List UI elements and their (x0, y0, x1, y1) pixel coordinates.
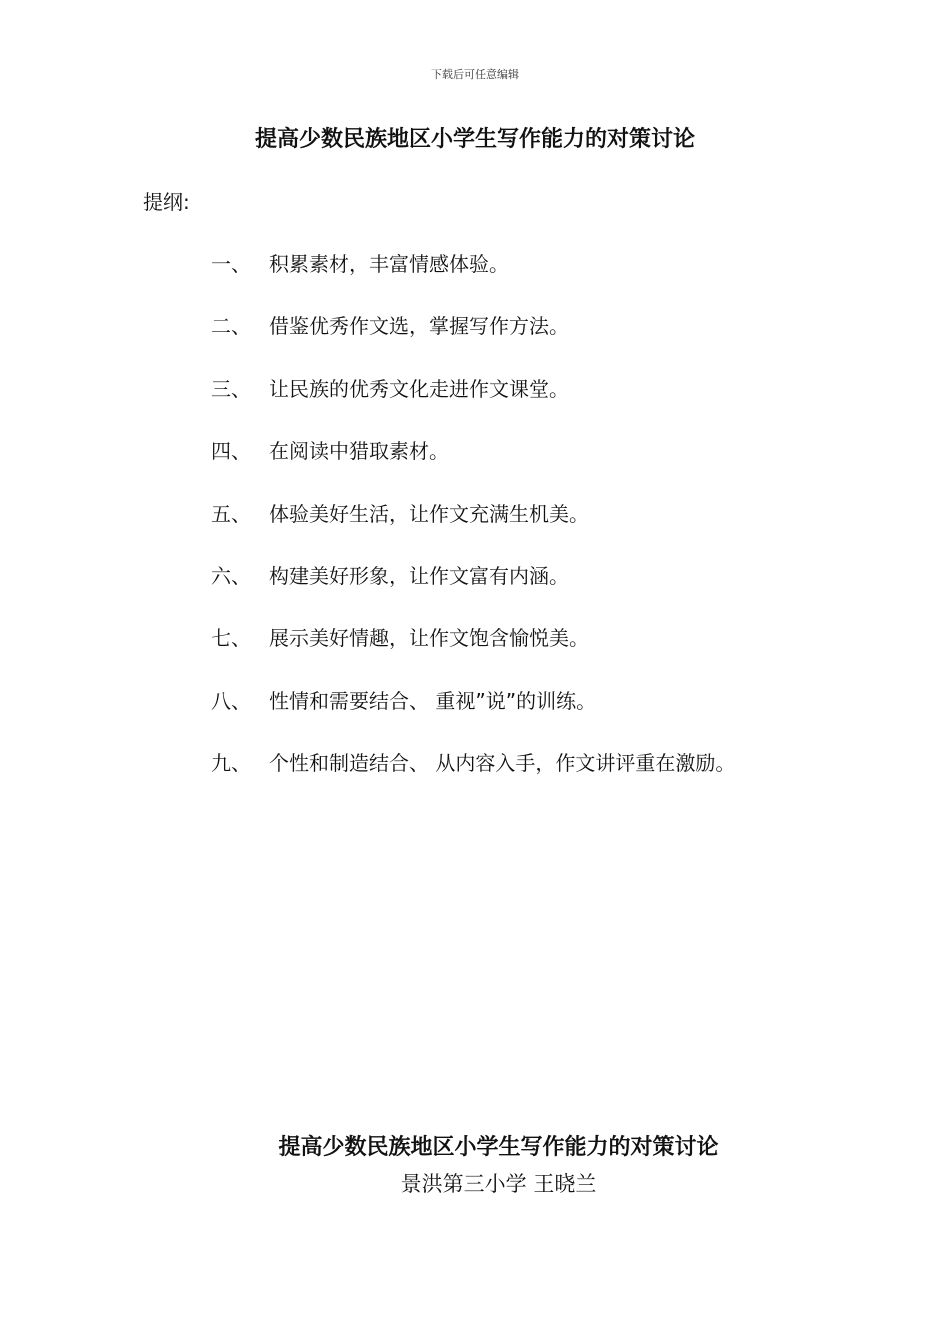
outline-item-number: 四、 (211, 439, 251, 464)
outline-item-text: 让民族的优秀文化走进作文课堂。 (269, 376, 569, 401)
outline-item-number: 七、 (211, 626, 251, 651)
outline-item-text: 个性和制造结合、 从内容入手，作文讲评重在激励。 (269, 751, 736, 776)
outline-item (211, 435, 735, 497)
header-note: 下载后可任意编辑 (431, 68, 519, 81)
outline-item (211, 560, 735, 622)
outline-item-text: 性情和需要结合、 重视”说”的训练。 (269, 688, 597, 713)
outline-item-number: 五、 (211, 501, 251, 526)
outline-item-text: 积累素材，丰富情感体验。 (269, 252, 509, 276)
outline-item-text: 在阅读中猎取素材。 (269, 439, 449, 464)
outline-item (211, 373, 735, 435)
outline-item-number: 六、 (211, 563, 251, 588)
outline-list (211, 248, 735, 810)
outline-item (211, 685, 735, 747)
author-line: 景洪第三小学 王晓兰 (400, 1172, 597, 1196)
outline-item-text: 体验美好生活，让作文充满生机美。 (269, 501, 589, 526)
outline-item (211, 622, 735, 684)
outline-item-number: 一、 (211, 252, 251, 276)
outline-item-number: 八、 (211, 688, 251, 713)
outline-item-number: 九、 (211, 751, 251, 776)
outline-item-text: 借鉴优秀作文选，掌握写作方法。 (269, 314, 569, 339)
outline-item (211, 498, 735, 560)
outline-item-number: 二、 (211, 314, 251, 339)
outline-item-text: 构建美好形象，让作文富有内涵。 (269, 563, 569, 588)
outline-item-number: 三、 (211, 376, 251, 401)
outline-item (211, 248, 735, 310)
outline-label: 提纲: (143, 190, 190, 214)
document-title: 提高少数民族地区小学生写作能力的对策讨论 (254, 127, 695, 152)
outline-item (211, 310, 735, 372)
outline-item (211, 747, 735, 809)
outline-item-text: 展示美好情趣，让作文饱含愉悦美。 (269, 626, 589, 651)
section-title: 提高少数民族地区小学生写作能力的对策讨论 (278, 1135, 719, 1160)
